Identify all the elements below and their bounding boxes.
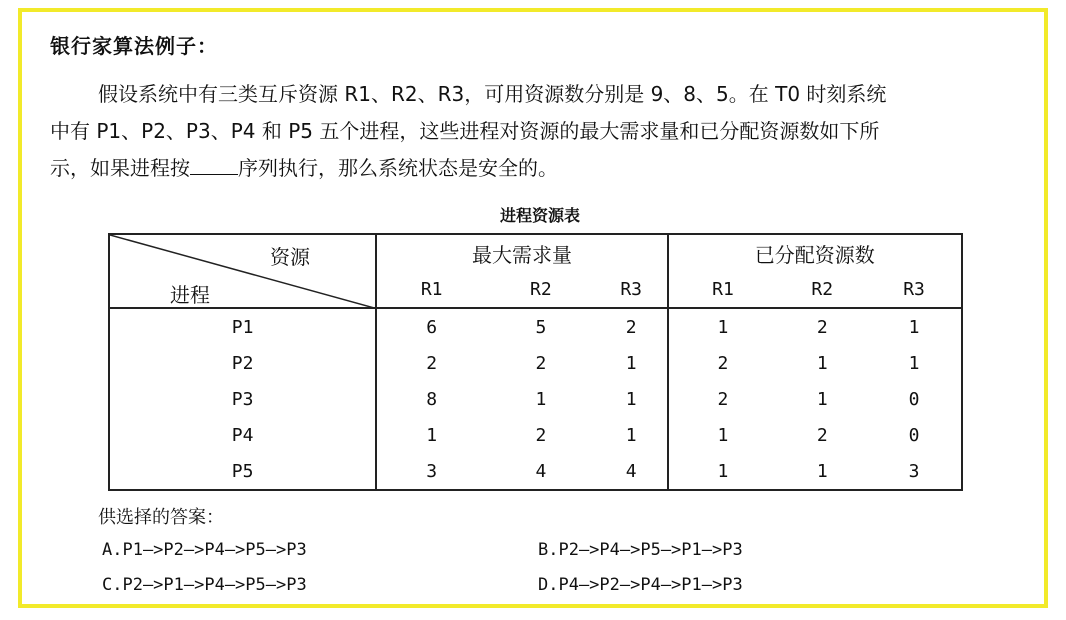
value-cell: 3: [376, 453, 486, 490]
corner-diagonal-line: [110, 235, 378, 309]
table-corner-header: [109, 234, 376, 308]
value-cell: 1: [668, 453, 778, 490]
question-paragraph: [50, 76, 1025, 187]
value-cell: 2: [816, 424, 828, 446]
value-cell: 1: [867, 308, 962, 345]
value-cell: 0: [867, 381, 962, 417]
col-header: R1: [376, 271, 486, 308]
value-cell: 1: [717, 424, 729, 446]
answer-option-c: C.P2—>P1—>P4—>P5—>P3: [102, 575, 307, 595]
value-cell: 1: [816, 352, 828, 374]
answer-option-b: B.P2—>P4—>P5—>P1—>P3: [538, 540, 743, 560]
col-header: R3: [867, 271, 962, 308]
paragraph-line-2: 中有 P1、P2、P3、P4 和 P5 五个进程，这些进程对资源的最大需求量和已分配资源数如下所: [50, 119, 880, 143]
value-cell: 4: [596, 453, 668, 490]
value-cell: 2: [535, 424, 547, 446]
answer-option-a: A.P1—>P2—>P4—>P5—>P3: [102, 540, 307, 560]
table-caption: 进程资源表: [499, 206, 580, 225]
table-row: [109, 453, 962, 490]
answer-blank: [190, 155, 238, 175]
process-cell: P5: [109, 453, 376, 490]
value-cell: 6: [426, 316, 438, 338]
value-cell: 5: [535, 316, 547, 338]
value-cell: 3: [867, 453, 962, 490]
process-cell: P3: [109, 381, 376, 417]
paragraph-line-3b: 序列执行，那么系统状态是安全的。: [238, 156, 558, 180]
table-row: [109, 381, 962, 417]
value-cell: 1: [596, 345, 668, 381]
value-cell: 1: [596, 381, 668, 417]
value-cell: 0: [867, 417, 962, 453]
value-cell: 2: [596, 308, 668, 345]
page-title: 银行家算法例子：: [50, 34, 218, 58]
col-header: R2: [486, 271, 596, 308]
value-cell: 2: [535, 352, 547, 374]
allocated-header: 已分配资源数: [668, 234, 962, 271]
col-header: R3: [596, 271, 668, 308]
answer-option-d: D.P4—>P2—>P4—>P1—>P3: [538, 575, 743, 595]
paragraph-line-1: 假设系统中有三类互斥资源 R1、R2、R3，可用资源数分别是 9、8、5。在 T0 时刻系统: [98, 82, 887, 106]
value-cell: 1: [867, 345, 962, 381]
value-cell: 2: [426, 352, 438, 374]
table-row: [109, 308, 962, 345]
value-cell: 1: [535, 388, 547, 410]
corner-process-label: 进程: [170, 283, 210, 307]
process-cell: P4: [109, 417, 376, 453]
col-header: R1: [668, 271, 778, 308]
value-cell: 1: [816, 388, 828, 410]
value-cell: 2: [816, 316, 828, 338]
corner-resource-label: 资源: [270, 245, 310, 269]
value-cell: 2: [717, 352, 729, 374]
process-cell: P1: [109, 308, 376, 345]
table-row: [109, 345, 962, 381]
resource-table: [108, 233, 963, 491]
value-cell: 1: [426, 424, 438, 446]
value-cell: 8: [426, 388, 438, 410]
value-cell: 1: [596, 417, 668, 453]
paragraph-line-3a: 示，如果进程按: [50, 156, 190, 180]
value-cell: 2: [717, 388, 729, 410]
col-header: R2: [777, 271, 867, 308]
table-row: [109, 417, 962, 453]
value-cell: 1: [717, 316, 729, 338]
max-demand-header: 最大需求量: [376, 234, 667, 271]
value-cell: 1: [777, 453, 867, 490]
value-cell: 4: [486, 453, 596, 490]
process-cell: P2: [109, 345, 376, 381]
answers-label: 供选择的答案：: [98, 507, 224, 528]
